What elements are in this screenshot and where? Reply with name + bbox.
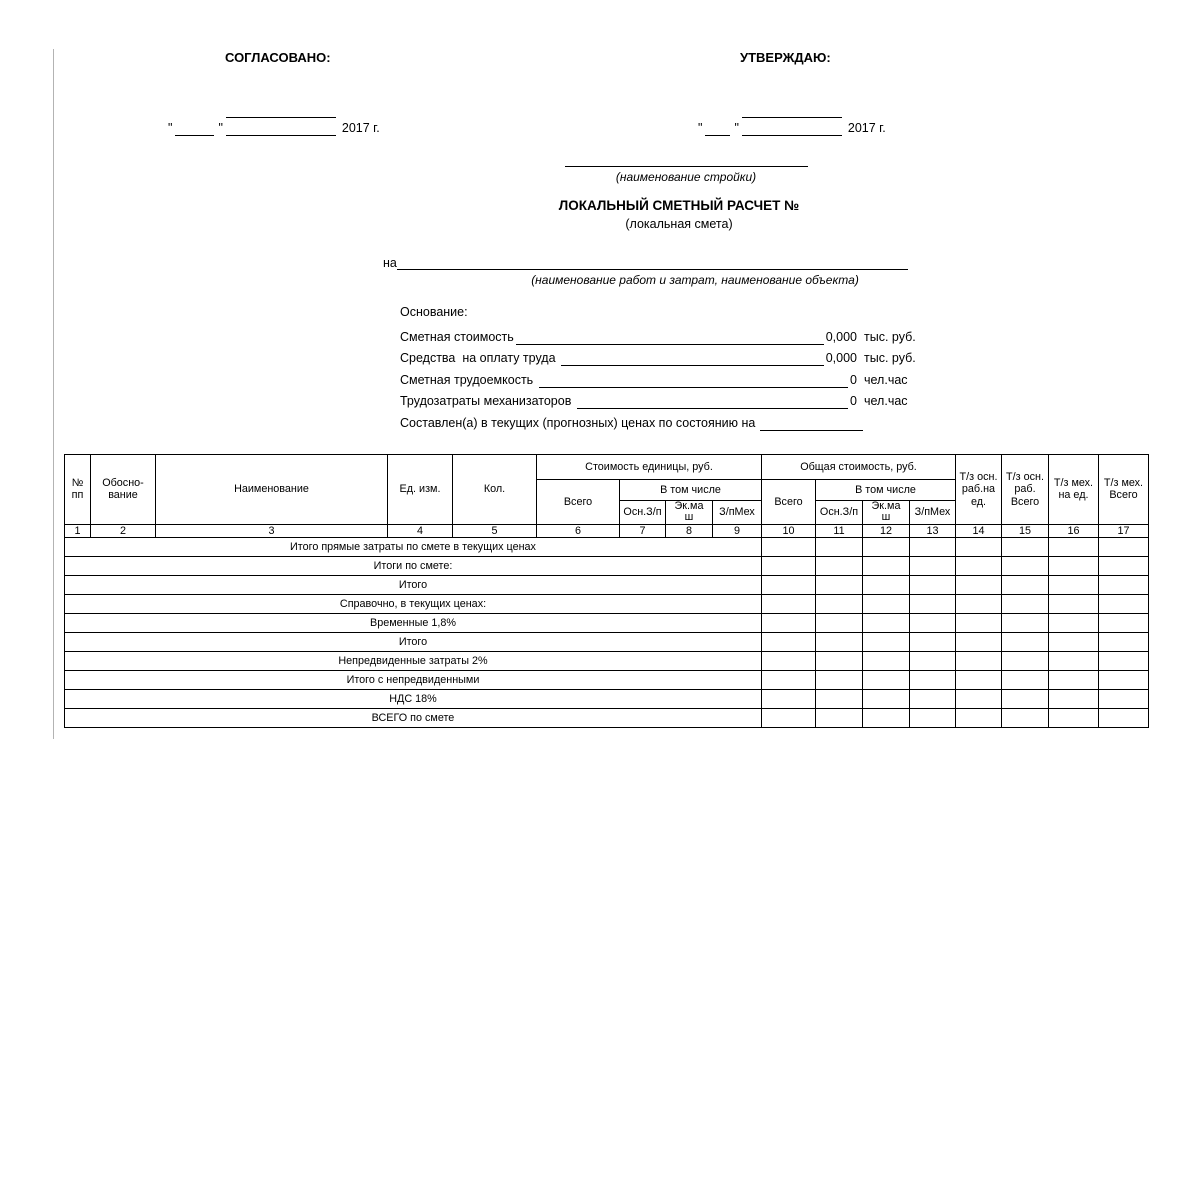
basis-row-value: 0	[850, 394, 857, 408]
row-label: ВСЕГО по смете	[65, 709, 762, 728]
basis-row-label: Сметная стоимость	[400, 329, 514, 344]
col-number: 17	[1099, 524, 1149, 537]
col-header-name: Наименование	[156, 455, 388, 525]
basis-row-label: Сметная трудоемкость	[400, 372, 537, 387]
blank-line	[577, 394, 848, 409]
day-blank-line	[175, 122, 214, 136]
close-quote: "	[218, 121, 223, 135]
row-label: Итого	[65, 576, 762, 595]
agreed-label: СОГЛАСОВАНО:	[225, 50, 331, 65]
basis-row-compiled	[400, 409, 916, 431]
col-header-zp-mekh: З/пМех	[713, 501, 762, 525]
col-header-osn-zp: Осн.З/п	[816, 501, 863, 525]
row-label: Итого прямые затраты по смете в текущих ценах	[65, 538, 762, 557]
construction-name-blank-line	[565, 149, 808, 167]
col-number: 11	[816, 524, 863, 537]
col-number: 1	[65, 524, 91, 537]
col-number: 12	[863, 524, 910, 537]
basis-row-unit: чел.час	[864, 394, 908, 408]
basis-label: Основание:	[400, 305, 468, 319]
table-row	[65, 614, 1149, 633]
col-number: 4	[388, 524, 453, 537]
col-header-ek-mash	[863, 501, 910, 525]
table-row	[65, 671, 1149, 690]
month-blank-line	[226, 117, 336, 136]
row-label: НДС 18%	[65, 690, 762, 709]
col-header-unit-cost: Стоимость единицы, руб.	[537, 455, 762, 480]
table-row	[65, 633, 1149, 652]
object-name-blank-line	[397, 254, 908, 270]
construction-name-caption: (наименование стройки)	[615, 170, 757, 184]
document-title: ЛОКАЛЬНЫЙ СМЕТНЫЙ РАСЧЕТ №	[558, 198, 800, 213]
compiled-label: Составлен(а) в текущих (прогнозных) ценах по состоянию на	[400, 415, 756, 430]
col-number: 6	[537, 524, 620, 537]
year-label: 2017 г.	[341, 121, 380, 135]
month-blank-line	[742, 117, 842, 136]
col-header-total: Всего	[537, 480, 620, 525]
basis-row-value: 0,000	[825, 329, 857, 344]
col-number: 8	[666, 524, 713, 537]
na-prefix: на	[383, 256, 397, 270]
basis-row-value: 0,000	[825, 351, 857, 365]
col-header-tz-osn-vsego: Т/з осн. раб. Всего	[1002, 455, 1049, 525]
row-label: Итого с непредвиденными	[65, 671, 762, 690]
col-header-total-cost: Общая стоимость, руб.	[762, 455, 956, 480]
col-header-tz-mekh-vsego: Т/з мех. Всего	[1099, 455, 1149, 525]
basis-row-labor-funds	[400, 345, 916, 367]
basis-row-value: 0	[850, 372, 857, 387]
basis-section	[400, 302, 916, 431]
estimate-table	[64, 454, 1149, 728]
ek-mash-label: Эк.маш	[871, 500, 901, 524]
col-number: 2	[91, 524, 156, 537]
col-number: 13	[910, 524, 956, 537]
table-row	[65, 690, 1149, 709]
col-number: 9	[713, 524, 762, 537]
table-row	[65, 709, 1149, 728]
col-number: 7	[620, 524, 666, 537]
row-label: Непредвиденные затраты 2%	[65, 652, 762, 671]
basis-row-estimate-cost	[400, 323, 916, 345]
object-name-caption: (наименование работ и затрат, наименование объекта)	[531, 273, 859, 287]
basis-row-machinists-labor	[400, 388, 916, 410]
col-header-num: № пп	[65, 455, 91, 525]
approved-label: УТВЕРЖДАЮ:	[740, 50, 831, 65]
col-header-zp-mekh: З/пМех	[910, 501, 956, 525]
table-row	[65, 595, 1149, 614]
col-header-including: В том числе	[620, 480, 762, 501]
basis-row-labor-intensity	[400, 366, 916, 388]
year-label: 2017 г.	[847, 121, 886, 135]
col-header-unit: Ед. изм.	[388, 455, 453, 525]
table-row	[65, 557, 1149, 576]
col-number: 5	[453, 524, 537, 537]
document-subtitle: (локальная смета)	[625, 217, 733, 231]
col-number: 10	[762, 524, 816, 537]
col-header-qty: Кол.	[453, 455, 537, 525]
open-quote: "	[698, 121, 703, 135]
col-header-total: Всего	[762, 480, 816, 525]
blank-line	[539, 373, 848, 388]
blank-line	[561, 351, 824, 366]
col-header-including: В том числе	[816, 480, 956, 501]
col-header-tz-osn-ed: Т/з осн. раб.на ед.	[956, 455, 1002, 525]
day-blank-line	[705, 122, 730, 136]
col-header-ek-mash	[666, 501, 713, 525]
table-row	[65, 576, 1149, 595]
object-name-row	[383, 254, 908, 270]
basis-row-unit: тыс. руб.	[864, 351, 916, 365]
date-blank-line	[760, 416, 863, 431]
basis-row-label: Трудозатраты механизаторов	[400, 394, 575, 408]
ek-mash-label: Эк.маш	[674, 500, 704, 524]
col-number: 15	[1002, 524, 1049, 537]
col-number: 3	[156, 524, 388, 537]
table-row	[65, 652, 1149, 671]
basis-row-label: Средства на оплату труда	[400, 351, 560, 365]
page-edge-line	[53, 49, 54, 739]
table-row	[65, 538, 1149, 557]
row-label: Справочно, в текущих ценах:	[65, 595, 762, 614]
col-number: 14	[956, 524, 1002, 537]
signature-date-right	[698, 108, 886, 136]
col-header-justification: Обосно-вание	[91, 455, 156, 525]
col-header-osn-zp: Осн.З/п	[620, 501, 666, 525]
blank-line	[516, 330, 824, 345]
basis-row-unit: чел.час	[864, 372, 908, 387]
row-label: Итоги по смете:	[65, 557, 762, 576]
basis-row-unit: тыс. руб.	[864, 329, 916, 344]
close-quote: "	[734, 121, 739, 135]
row-label: Итого	[65, 633, 762, 652]
signature-date-left	[168, 108, 380, 136]
column-number-row	[65, 524, 1149, 537]
col-number: 16	[1049, 524, 1099, 537]
open-quote: "	[168, 121, 173, 135]
col-header-tz-mekh-ed: Т/з мех. на ед.	[1049, 455, 1099, 525]
row-label: Временные 1,8%	[65, 614, 762, 633]
